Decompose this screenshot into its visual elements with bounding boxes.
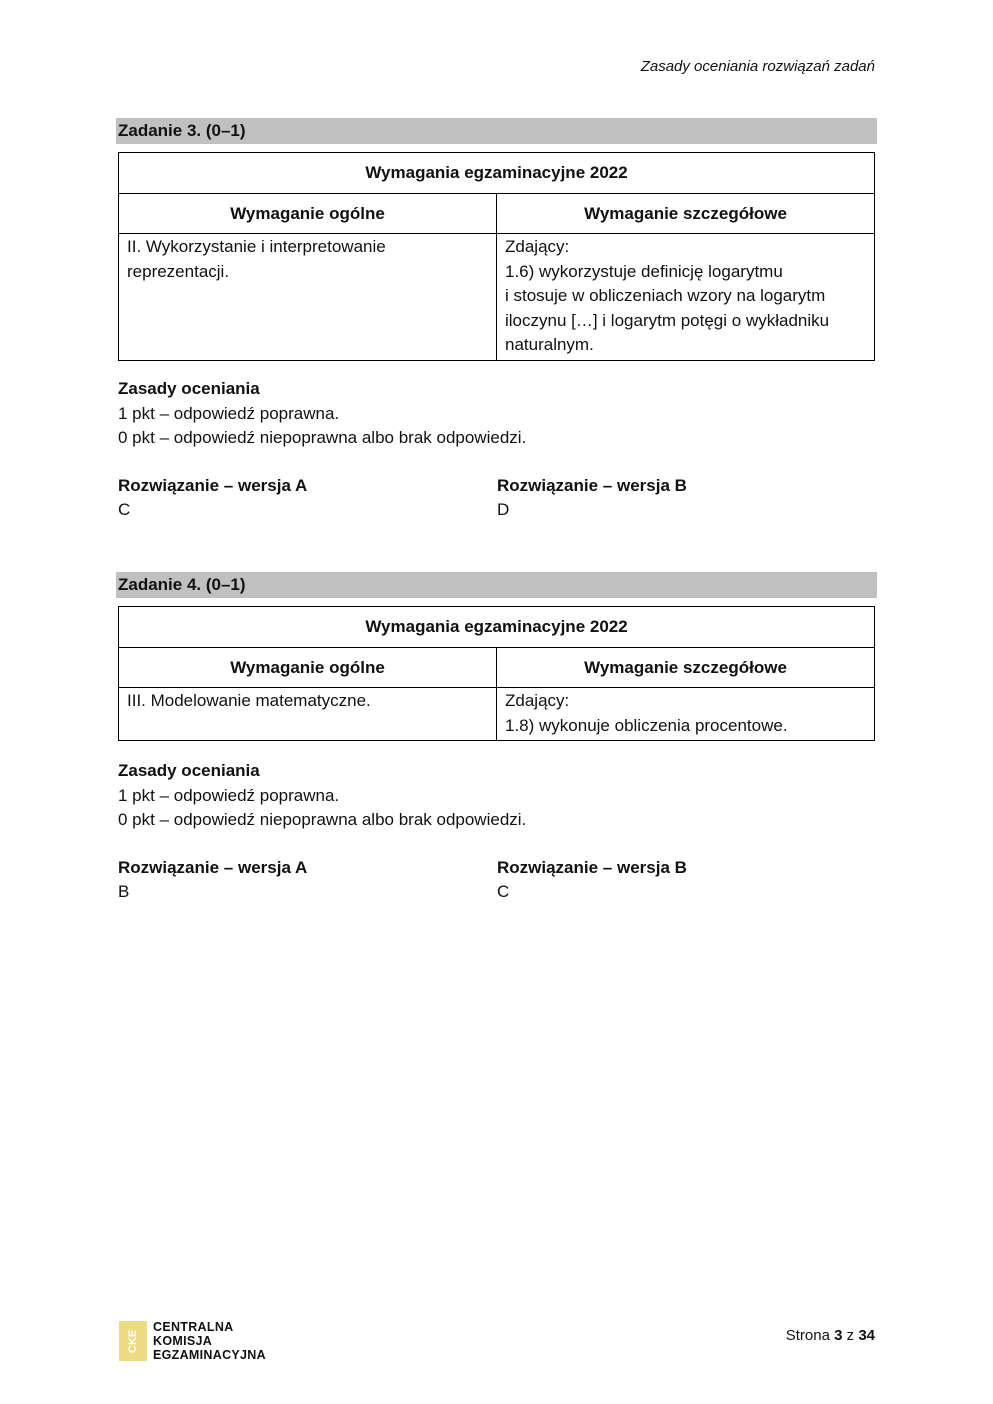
detailed-requirement-header: Wymaganie szczegółowe [497, 194, 875, 234]
general-requirement-cell [119, 234, 497, 361]
page-separator: z [846, 1327, 855, 1344]
detailed-requirement-cell [497, 688, 875, 741]
task-4-solution-a [118, 856, 307, 904]
logo-line: CENTRALNA [153, 1320, 234, 1334]
task-3-title: Zadanie 3. (0–1) [116, 118, 877, 144]
solution-a-value: B [118, 882, 130, 901]
page-prefix: Strona [785, 1327, 830, 1344]
task-3-requirements-table [118, 152, 875, 361]
cke-logo-mark: CKE [119, 1321, 147, 1361]
task-3-scoring [118, 377, 526, 451]
requirements-table-title: Wymagania egzaminacyjne 2022 [119, 607, 875, 648]
solution-b-label: Rozwiązanie – wersja B [497, 858, 687, 877]
logo-line: KOMISJA [153, 1334, 213, 1348]
solution-a-label: Rozwiązanie – wersja A [118, 476, 308, 495]
detailed-requirement-line: 1.8) wykonuje obliczenia procentowe. [505, 715, 788, 735]
detailed-requirement-line: iloczynu […] i logarytm potęgi o wykładniku [505, 310, 830, 330]
running-header: Zasady oceniania rozwiązań zadań [640, 58, 875, 75]
logo-line: EGZAMINACYJNA [153, 1348, 266, 1362]
page-total: 34 [858, 1327, 875, 1344]
task-3-solution-b [497, 474, 687, 522]
general-requirement-header: Wymaganie ogólne [119, 194, 497, 234]
requirements-table-title: Wymagania egzaminacyjne 2022 [119, 153, 875, 194]
task-4-requirements-table [118, 606, 875, 741]
detailed-requirement-line: naturalnym. [505, 335, 594, 354]
solution-b-value: C [497, 882, 510, 901]
detailed-requirement-line: i stosuje w obliczeniach wzory na logarytm [505, 286, 826, 305]
detailed-requirement-line: Zdający: [505, 237, 570, 256]
scoring-heading: Zasady oceniania [118, 379, 260, 398]
general-requirement-line: reprezentacji. [127, 261, 230, 281]
detailed-requirement-line: 1.6) wykorzystuje definicję logarytmu [505, 261, 783, 281]
task-3-solution-a [118, 474, 307, 522]
page-number [786, 1327, 875, 1344]
scoring-heading: Zasady oceniania [118, 761, 260, 780]
page-current: 3 [834, 1327, 843, 1344]
cke-logo [119, 1320, 266, 1362]
task-4-title: Zadanie 4. (0–1) [116, 572, 877, 598]
task-4-solution-b [497, 856, 687, 904]
scoring-rule: 0 pkt – odpowiedź niepoprawna albo brak odpowiedzi. [118, 428, 527, 447]
scoring-rule: 1 pkt – odpowiedź poprawna. [118, 403, 340, 423]
detailed-requirement-cell [497, 234, 875, 361]
scoring-rule: 0 pkt – odpowiedź niepoprawna albo brak odpowiedzi. [118, 810, 527, 829]
general-requirement-line: II. Wykorzystanie i interpretowanie [127, 237, 386, 256]
scoring-rule: 1 pkt – odpowiedź poprawna. [118, 785, 340, 805]
general-requirement-cell [119, 688, 497, 741]
detailed-requirement-header: Wymaganie szczegółowe [497, 648, 875, 688]
general-requirement-line: III. Modelowanie matematyczne. [127, 691, 371, 710]
cke-logo-text [153, 1320, 266, 1362]
solution-b-label: Rozwiązanie – wersja B [497, 476, 687, 495]
solution-a-label: Rozwiązanie – wersja A [118, 858, 308, 877]
solution-b-value: D [497, 500, 510, 519]
general-requirement-header: Wymaganie ogólne [119, 648, 497, 688]
solution-a-value: C [118, 500, 131, 519]
task-4-scoring [118, 759, 526, 833]
detailed-requirement-line: Zdający: [505, 691, 570, 710]
